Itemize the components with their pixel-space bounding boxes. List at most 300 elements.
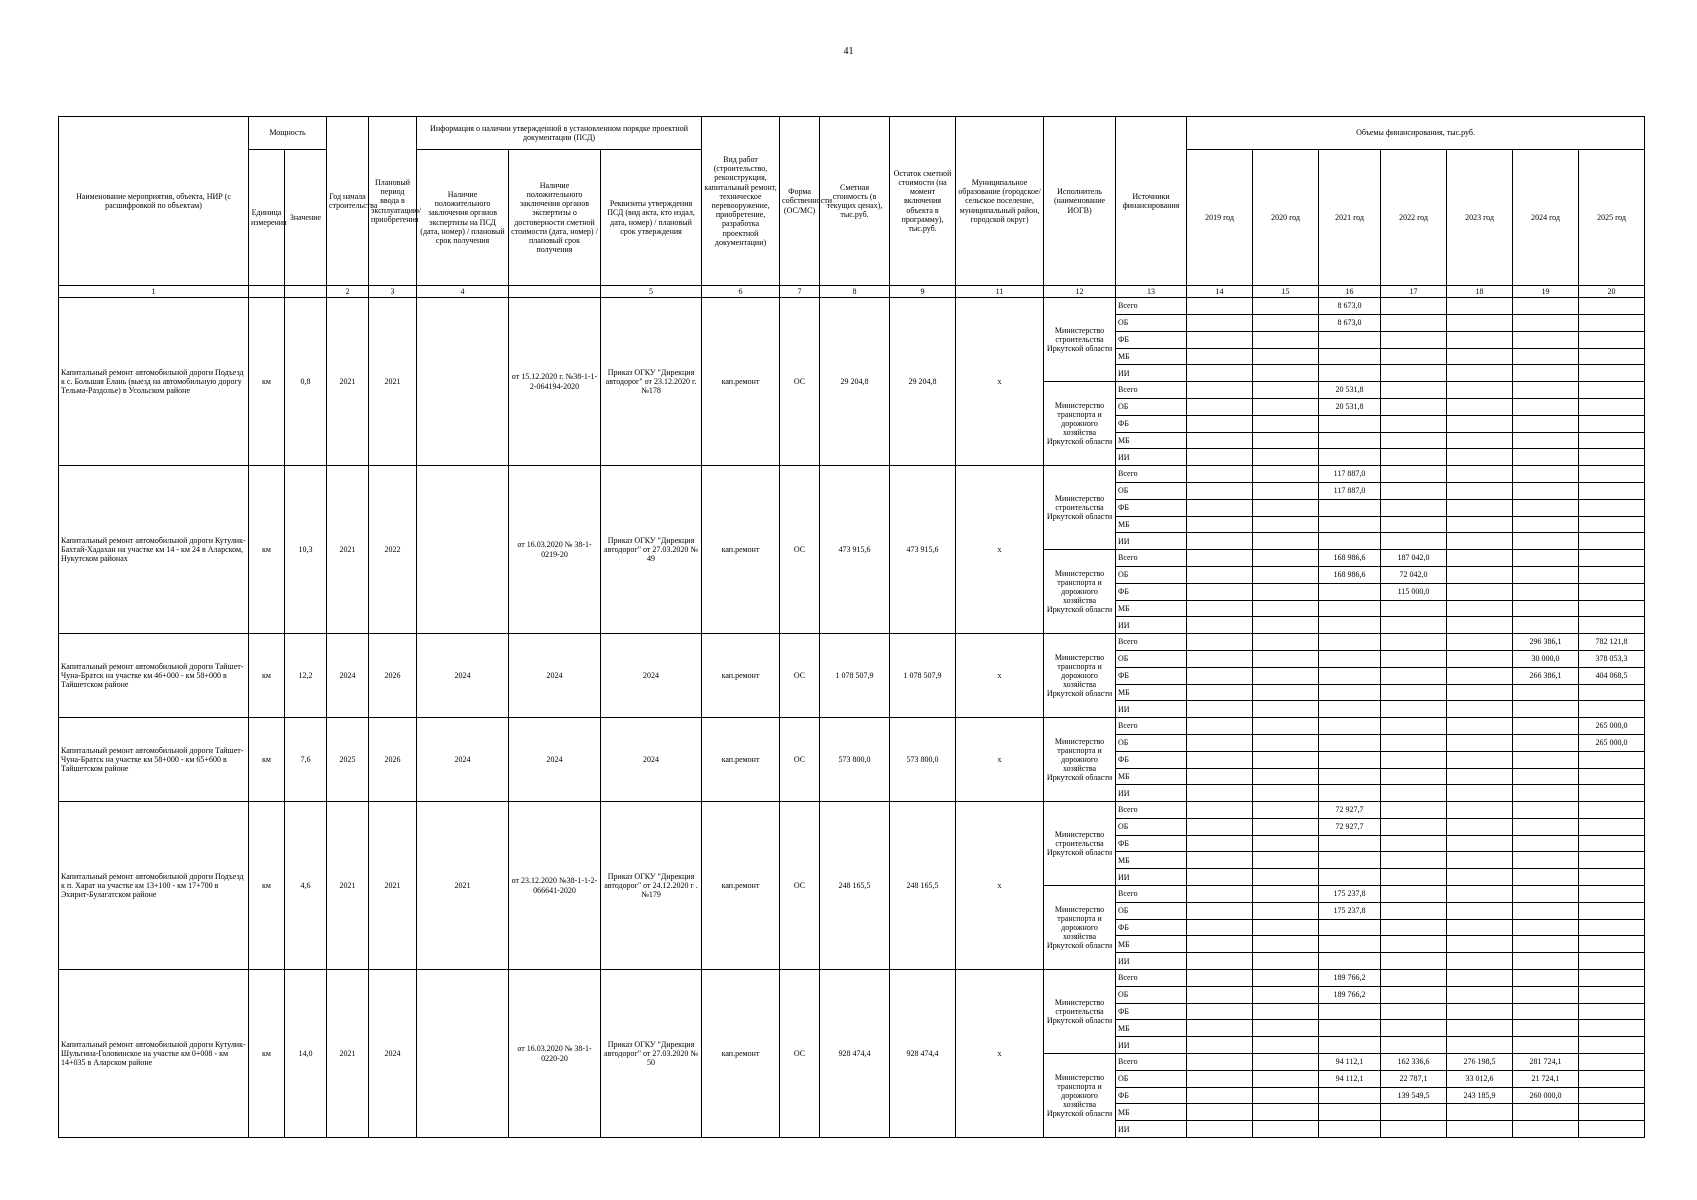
executor-cell: Министерство транспорта и дорожного хозяйства Иркутской области [1044,634,1116,718]
funding-source: МБ [1116,600,1187,617]
funding-value [1253,919,1319,936]
object-estimated-cost: 1 078 507,9 [820,634,890,718]
object-municipality: х [956,718,1044,802]
header-capacity: Мощность [249,117,327,150]
funding-value [1319,499,1381,516]
funding-source: ОБ [1116,398,1187,415]
object-psd-approval: Приказ ОГКУ "Дирекция автодорог" от 27.03.2020 № 50 [601,970,702,1138]
funding-value [1187,1037,1253,1054]
funding-source: ИИ [1116,785,1187,802]
funding-value [1187,751,1253,768]
header-year-2020: 2020 год [1253,150,1319,286]
funding-value [1381,751,1447,768]
funding-value: 265 000,0 [1579,734,1645,751]
funding-value [1319,852,1381,869]
object-psd-approval: 2024 [601,634,702,718]
funding-value: 20 531,8 [1319,398,1381,415]
funding-value [1381,953,1447,970]
funding-value [1381,919,1447,936]
funding-value [1447,314,1513,331]
funding-value [1447,667,1513,684]
funding-value [1381,835,1447,852]
funding-value [1253,415,1319,432]
funding-value [1187,382,1253,399]
funding-value: 168 986,6 [1319,566,1381,583]
funding-value [1253,986,1319,1003]
object-unit: км [249,802,285,970]
header-value: Значение [285,150,327,286]
funding-value [1447,566,1513,583]
funding-value [1513,1121,1579,1138]
funding-value: 175 237,8 [1319,886,1381,903]
funding-value [1381,482,1447,499]
funding-value [1187,1121,1253,1138]
funding-value [1381,1104,1447,1121]
column-number: 8 [820,286,890,298]
funding-value [1447,785,1513,802]
table-row [59,970,1645,987]
funding-value [1319,617,1381,634]
funding-value [1253,886,1319,903]
funding-value [1253,667,1319,684]
funding-value [1187,449,1253,466]
funding-value [1381,533,1447,550]
object-municipality: х [956,634,1044,718]
funding-value: 168 986,6 [1319,550,1381,567]
funding-value [1381,667,1447,684]
funding-source: МБ [1116,432,1187,449]
funding-value [1579,701,1645,718]
funding-value [1187,331,1253,348]
funding-source: Всего [1116,466,1187,483]
funding-value [1381,1020,1447,1037]
object-remaining-cost: 248 165,5 [890,802,956,970]
object-name: Капитальный ремонт автомобильной дороги Кутулик-Бахтай-Хадахан на участке км 14 - км 24 в Аларском, Нукутском районах [59,466,249,634]
object-ownership: ОС [780,298,820,466]
funding-value [1447,550,1513,567]
funding-value: 115 000,0 [1381,583,1447,600]
funding-source: ФБ [1116,1087,1187,1104]
funding-value [1447,449,1513,466]
funding-source: Всего [1116,382,1187,399]
funding-source: ФБ [1116,751,1187,768]
header-executor: Исполнитель (наименование ИОГВ) [1044,117,1116,286]
funding-source: ФБ [1116,835,1187,852]
funding-source: МБ [1116,852,1187,869]
funding-value [1319,1003,1381,1020]
object-planned-period: 2021 [369,298,417,466]
funding-value: 404 068,5 [1579,667,1645,684]
object-cost-expertise: 2024 [509,718,601,802]
funding-value [1253,398,1319,415]
funding-value: 260 000,0 [1513,1087,1579,1104]
funding-value [1187,365,1253,382]
header-unit: Единица измерения [249,150,285,286]
funding-value [1319,919,1381,936]
funding-value [1513,382,1579,399]
funding-value [1187,852,1253,869]
funding-value [1579,1003,1645,1020]
funding-value [1513,751,1579,768]
funding-value [1253,1020,1319,1037]
funding-value [1513,852,1579,869]
executor-cell: Министерство строительства Иркутской области [1044,802,1116,886]
funding-value [1253,650,1319,667]
page-number: 41 [843,46,854,57]
funding-value: 189 766,2 [1319,986,1381,1003]
funding-value [1513,499,1579,516]
object-name: Капитальный ремонт автомобильной дороги Тайшет-Чуна-Братск на участке км 46+000 - км 58+000 в Тайшетском районе [59,634,249,718]
funding-value [1381,466,1447,483]
funding-value [1253,1037,1319,1054]
funding-value [1319,634,1381,651]
object-work-type: кап.ремонт [702,466,780,634]
funding-value [1513,785,1579,802]
funding-value [1381,398,1447,415]
object-estimated-cost: 928 474,4 [820,970,890,1138]
funding-value [1253,482,1319,499]
object-unit: км [249,970,285,1138]
funding-value [1381,768,1447,785]
header-year-2024: 2024 год [1513,150,1579,286]
funding-value [1381,600,1447,617]
funding-source: ОБ [1116,1070,1187,1087]
funding-value [1447,802,1513,819]
funding-value [1253,298,1319,315]
object-remaining-cost: 1 078 507,9 [890,634,956,718]
funding-value [1381,718,1447,735]
funding-value [1579,533,1645,550]
funding-value [1381,970,1447,987]
funding-value [1579,499,1645,516]
funding-value [1253,348,1319,365]
funding-value [1187,550,1253,567]
column-number: 15 [1253,286,1319,298]
funding-value [1187,348,1253,365]
funding-source: ФБ [1116,583,1187,600]
funding-value [1381,650,1447,667]
header-planned-period: Плановый период ввода в эксплуатацию/приобретения [369,117,417,286]
funding-value [1319,432,1381,449]
funding-value [1447,415,1513,432]
funding-value [1187,986,1253,1003]
column-number: 19 [1513,286,1579,298]
header-sources: Источники финансирования [1116,117,1187,286]
object-name: Капитальный ремонт автомобильной дороги Тайшет-Чуна-Братск на участке км 58+000 - км 65+600 в Тайшетском районе [59,718,249,802]
funding-value [1513,449,1579,466]
funding-value [1319,734,1381,751]
object-work-type: кап.ремонт [702,298,780,466]
funding-value [1187,768,1253,785]
funding-source: ИИ [1116,1037,1187,1054]
funding-value: 187 042,0 [1381,550,1447,567]
funding-source: ИИ [1116,617,1187,634]
object-psd-expertise: 2024 [417,718,509,802]
funding-value [1447,869,1513,886]
object-start-year: 2021 [327,970,369,1138]
funding-value [1447,432,1513,449]
funding-source: МБ [1116,684,1187,701]
funding-value [1187,482,1253,499]
header-start-year: Год начала строительства [327,117,369,286]
funding-value [1187,818,1253,835]
funding-value [1513,600,1579,617]
funding-value [1447,936,1513,953]
funding-source: ФБ [1116,415,1187,432]
funding-value [1319,785,1381,802]
funding-value [1253,751,1319,768]
funding-value [1319,1037,1381,1054]
funding-value [1381,852,1447,869]
funding-value [1187,970,1253,987]
header-year-2022: 2022 год [1381,150,1447,286]
funding-value [1253,432,1319,449]
funding-value [1513,902,1579,919]
object-planned-period: 2026 [369,718,417,802]
funding-value [1381,314,1447,331]
funding-value [1447,499,1513,516]
funding-value [1381,1003,1447,1020]
funding-value [1513,398,1579,415]
funding-value [1319,684,1381,701]
object-ownership: ОС [780,718,820,802]
object-municipality: х [956,970,1044,1138]
object-cost-expertise: 2024 [509,634,601,718]
table-row [59,466,1645,483]
object-estimated-cost: 573 800,0 [820,718,890,802]
funding-value [1253,566,1319,583]
funding-value [1579,398,1645,415]
funding-value [1187,919,1253,936]
funding-value [1319,751,1381,768]
executor-cell: Министерство транспорта и дорожного хозяйства Иркутской области [1044,382,1116,466]
funding-value [1253,1054,1319,1071]
funding-value [1187,432,1253,449]
funding-source: МБ [1116,1020,1187,1037]
funding-value [1319,869,1381,886]
funding-value [1381,936,1447,953]
funding-value [1579,449,1645,466]
funding-value: 22 787,1 [1381,1070,1447,1087]
funding-value: 162 336,6 [1381,1054,1447,1071]
column-number: 6 [702,286,780,298]
object-start-year: 2025 [327,718,369,802]
funding-value [1513,1003,1579,1020]
funding-value [1187,1070,1253,1087]
funding-value [1579,684,1645,701]
funding-value [1579,886,1645,903]
funding-value [1381,734,1447,751]
object-municipality: х [956,466,1044,634]
funding-value [1579,1070,1645,1087]
executor-cell: Министерство строительства Иркутской области [1044,466,1116,550]
funding-value [1447,1020,1513,1037]
funding-source: ФБ [1116,667,1187,684]
funding-value: 378 053,3 [1579,650,1645,667]
funding-value [1253,701,1319,718]
funding-value [1319,701,1381,718]
funding-value [1447,533,1513,550]
funding-value [1447,1104,1513,1121]
funding-value: 8 673,0 [1319,314,1381,331]
funding-value [1187,684,1253,701]
column-number [285,286,327,298]
funding-value: 276 198,5 [1447,1054,1513,1071]
funding-value [1513,365,1579,382]
funding-source: Всего [1116,802,1187,819]
investment-table [58,116,1645,1138]
funding-value [1381,348,1447,365]
funding-value [1319,449,1381,466]
funding-source: ФБ [1116,331,1187,348]
funding-value [1187,1003,1253,1020]
funding-value [1513,802,1579,819]
header-estimated-cost: Сметная стоимость (в текущих ценах), тыс.руб. [820,117,890,286]
funding-value [1381,634,1447,651]
object-psd-expertise: 2024 [417,634,509,718]
funding-value [1579,331,1645,348]
funding-value [1319,583,1381,600]
funding-value [1447,466,1513,483]
funding-value [1447,902,1513,919]
funding-value [1187,516,1253,533]
funding-source: МБ [1116,516,1187,533]
funding-value [1381,298,1447,315]
funding-value: 72 042,0 [1381,566,1447,583]
funding-value [1187,583,1253,600]
object-remaining-cost: 573 800,0 [890,718,956,802]
object-name: Капитальный ремонт автомобильной дороги Подъезд к п. Харат на участке км 13+100 - км 17+700 в Эхирит-Булагатском районе [59,802,249,970]
funding-value [1187,1020,1253,1037]
funding-value [1513,835,1579,852]
funding-value [1513,533,1579,550]
executor-cell: Министерство транспорта и дорожного хозяйства Иркутской области [1044,718,1116,802]
funding-value [1579,802,1645,819]
object-psd-approval: Приказ ОГКУ "Дирекция автодорог" от 23.12.2020 г. №178 [601,298,702,466]
funding-value [1381,432,1447,449]
funding-value [1253,1104,1319,1121]
funding-value [1253,1070,1319,1087]
funding-value [1187,566,1253,583]
column-number: 2 [327,286,369,298]
funding-value [1319,331,1381,348]
funding-value [1513,701,1579,718]
executor-cell: Министерство транспорта и дорожного хозяйства Иркутской области [1044,886,1116,970]
funding-value [1447,970,1513,987]
funding-value [1447,1003,1513,1020]
funding-value [1253,1121,1319,1138]
funding-value [1579,970,1645,987]
funding-source: ОБ [1116,902,1187,919]
funding-value [1447,298,1513,315]
object-value: 12,2 [285,634,327,718]
executor-cell: Министерство строительства Иркутской области [1044,298,1116,382]
funding-value [1187,1104,1253,1121]
funding-value [1579,852,1645,869]
funding-value [1319,600,1381,617]
funding-value [1319,1121,1381,1138]
funding-value [1187,869,1253,886]
header-municipality: Муниципальное образование (городское/сельское поселение, муниципальный район, городской округ) [956,117,1044,286]
funding-value [1513,818,1579,835]
funding-value [1253,802,1319,819]
funding-source: ОБ [1116,314,1187,331]
funding-value [1513,298,1579,315]
funding-value: 117 887,0 [1319,466,1381,483]
funding-value [1253,953,1319,970]
header-remaining-cost: Остаток сметной стоимости (на момент включения объекта в программу), тыс.руб. [890,117,956,286]
funding-value [1447,852,1513,869]
funding-value [1447,886,1513,903]
funding-value [1447,600,1513,617]
funding-value [1253,1087,1319,1104]
funding-value [1447,617,1513,634]
funding-value [1579,1020,1645,1037]
funding-value [1187,802,1253,819]
object-psd-approval: Приказ ОГКУ "Дирекция автодорог" от 27.03.2020 № 49 [601,466,702,634]
funding-source: ИИ [1116,533,1187,550]
funding-value [1187,667,1253,684]
funding-value [1187,1087,1253,1104]
object-psd-expertise [417,466,509,634]
funding-value [1253,684,1319,701]
object-value: 14,0 [285,970,327,1138]
funding-value [1381,802,1447,819]
funding-value [1319,650,1381,667]
funding-source: ИИ [1116,953,1187,970]
funding-value [1253,533,1319,550]
funding-value [1187,398,1253,415]
funding-source: Всего [1116,970,1187,987]
funding-value [1579,1037,1645,1054]
funding-value [1579,818,1645,835]
funding-value [1513,1020,1579,1037]
object-name: Капитальный ремонт автомобильной дороги Подъезд к с. Большая Елань (выезд на автомобильную дорогу Тельма-Раздолье) в Усольском районе [59,298,249,466]
funding-value [1513,919,1579,936]
funding-value [1579,348,1645,365]
funding-source: ОБ [1116,818,1187,835]
table-row [59,718,1645,735]
object-start-year: 2024 [327,634,369,718]
funding-value [1319,415,1381,432]
object-unit: км [249,634,285,718]
object-remaining-cost: 473 915,6 [890,466,956,634]
funding-value [1447,751,1513,768]
funding-value [1253,634,1319,651]
funding-source: Всего [1116,550,1187,567]
funding-value [1447,634,1513,651]
funding-value [1319,835,1381,852]
funding-value [1253,718,1319,735]
funding-source: Всего [1116,718,1187,735]
funding-value: 265 000,0 [1579,718,1645,735]
column-number: 17 [1381,286,1447,298]
funding-value [1253,936,1319,953]
funding-value [1253,516,1319,533]
funding-value: 94 112,1 [1319,1070,1381,1087]
object-cost-expertise: от 16.03.2020 № 38-1-0220-20 [509,970,601,1138]
funding-source: Всего [1116,1054,1187,1071]
funding-value [1579,314,1645,331]
funding-value [1187,886,1253,903]
funding-source: ФБ [1116,499,1187,516]
funding-value [1447,684,1513,701]
funding-value [1579,953,1645,970]
funding-value [1579,298,1645,315]
object-work-type: кап.ремонт [702,802,780,970]
funding-source: МБ [1116,768,1187,785]
funding-value [1253,466,1319,483]
